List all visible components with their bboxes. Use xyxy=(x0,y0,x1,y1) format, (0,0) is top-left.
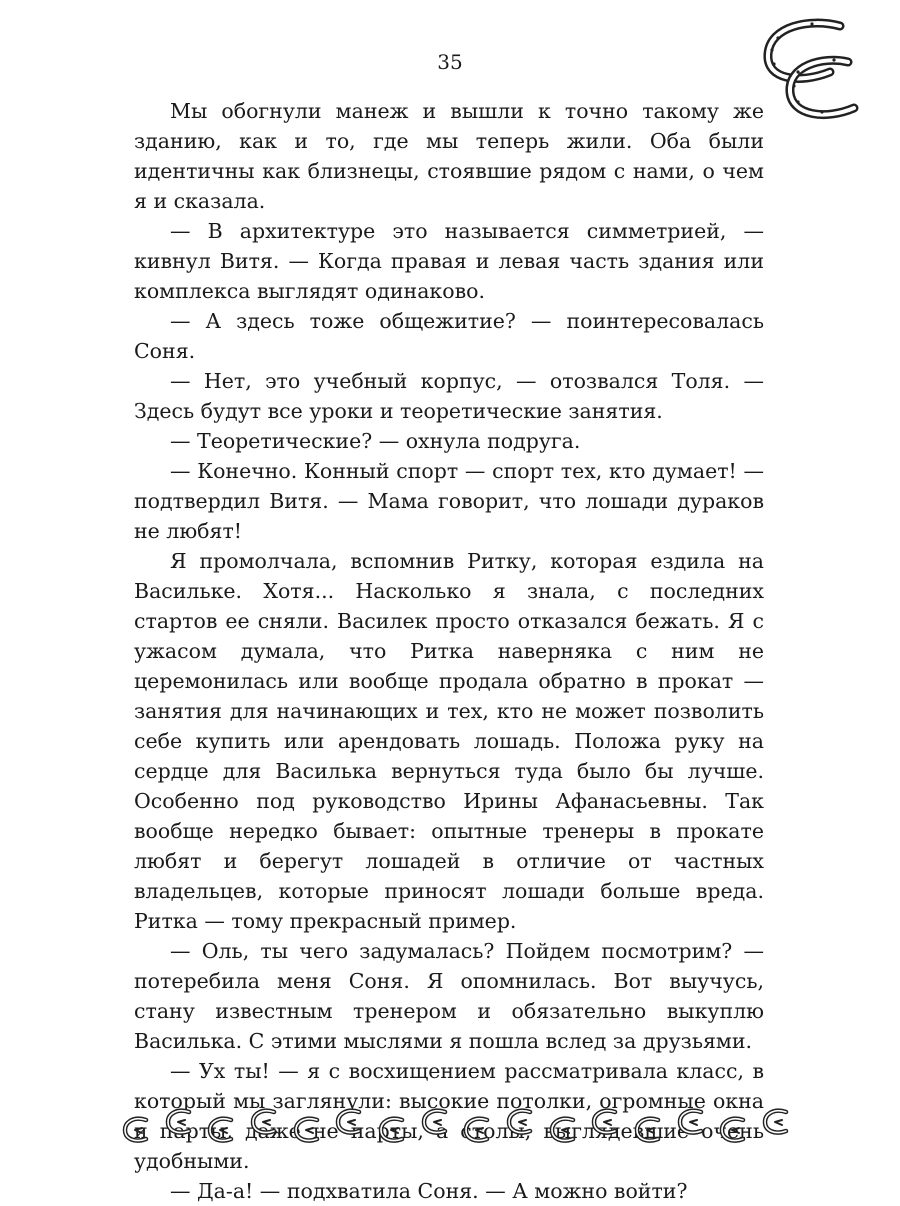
horseshoe-ornament-icon xyxy=(165,1106,195,1140)
horseshoe-ornament-icon xyxy=(634,1114,664,1148)
paragraph: — Конечно. Конный спорт — спорт тех, кто думает! — подтвердил Витя. — Мама говорит, что лошади дураков не любят! xyxy=(134,459,764,543)
horseshoe-ornament-icon xyxy=(506,1106,536,1140)
paragraph: — Нет, это учебный корпус, — отозвался Толя. — Здесь будут все уроки и теоретические занятия. xyxy=(134,369,764,423)
paragraph: Мы обогнули манеж и вышли к точно такому же зданию, как и то, где мы теперь жили. Оба были идентичны как близнецы, стоявшие рядом с нами, о чем я и сказала. xyxy=(134,99,764,213)
horseshoe-ornament-icon xyxy=(207,1114,237,1148)
text-block xyxy=(134,96,764,1206)
horseshoe-ornament-icon xyxy=(122,1114,152,1148)
paragraph: — Ух ты! — я с восхищением рассматривала класс, в который мы заглянули: высокие потолки, огромные окна и парты, даже не парты, а столы, выглядевшие очень удобными. xyxy=(134,1059,764,1173)
footer-ornament-row xyxy=(122,1106,792,1146)
double-horseshoe-icon xyxy=(748,12,866,130)
horseshoe-ornament-icon xyxy=(463,1114,493,1148)
paragraph: — В архитектуре это называется симметрией, — кивнул Витя. — Когда правая и левая часть здания или комплекса выглядят одинаково. xyxy=(134,219,764,303)
paragraph: — Да-а! — подхватила Соня. — А можно войти? xyxy=(170,1179,688,1203)
horseshoe-ornament-icon xyxy=(250,1106,280,1140)
horseshoe-ornament-icon xyxy=(591,1106,621,1140)
horseshoe-ornament-icon xyxy=(293,1114,323,1148)
horseshoe-ornament-icon xyxy=(677,1106,707,1140)
horseshoe-ornament-icon xyxy=(549,1114,579,1148)
paragraph: Я промолчала, вспомнив Ритку, которая ездила на Васильке. Хотя... Насколько я знала, с последних стартов ее сняли. Василек просто отказался бежать. Я с ужасом думала, что Ритка наверняка с ним не церемонилась или вообще продала обратно в прокат — занятия для начинающих и тех, кто не может позволить себе купить или арендовать лошадь. Положа руку на сердце для Василька вернуться туда было бы лучше. Особенно под руководство Ирины Афанасьевны. Так вообще нередко бывает: опытные тренеры в прокате любят и берегут лошадей в отличие от частных владельцев, которые приносят лошади больше вреда. Ритка — тому прекрасный пример. xyxy=(134,549,764,933)
horseshoe-ornament-icon xyxy=(762,1106,792,1140)
horseshoe-ornament-icon xyxy=(378,1114,408,1148)
paragraph: — Теоретические? — охнула подруга. xyxy=(170,429,581,453)
horseshoe-ornament-icon xyxy=(421,1106,451,1140)
paragraph: — Оль, ты чего задумалась? Пойдем посмотрим? — потеребила меня Соня. Я опомнилась. Вот выучусь, стану известным тренером и обязательно выкуплю Василька. С этими мыслями я пошла вслед за друзьями. xyxy=(134,939,764,1053)
horseshoe-ornament-icon xyxy=(719,1114,749,1148)
horseshoe-ornament-icon xyxy=(335,1106,365,1140)
paragraph: — А здесь тоже общежитие? — поинтересовалась Соня. xyxy=(134,309,764,363)
page-number: 35 xyxy=(437,50,463,74)
